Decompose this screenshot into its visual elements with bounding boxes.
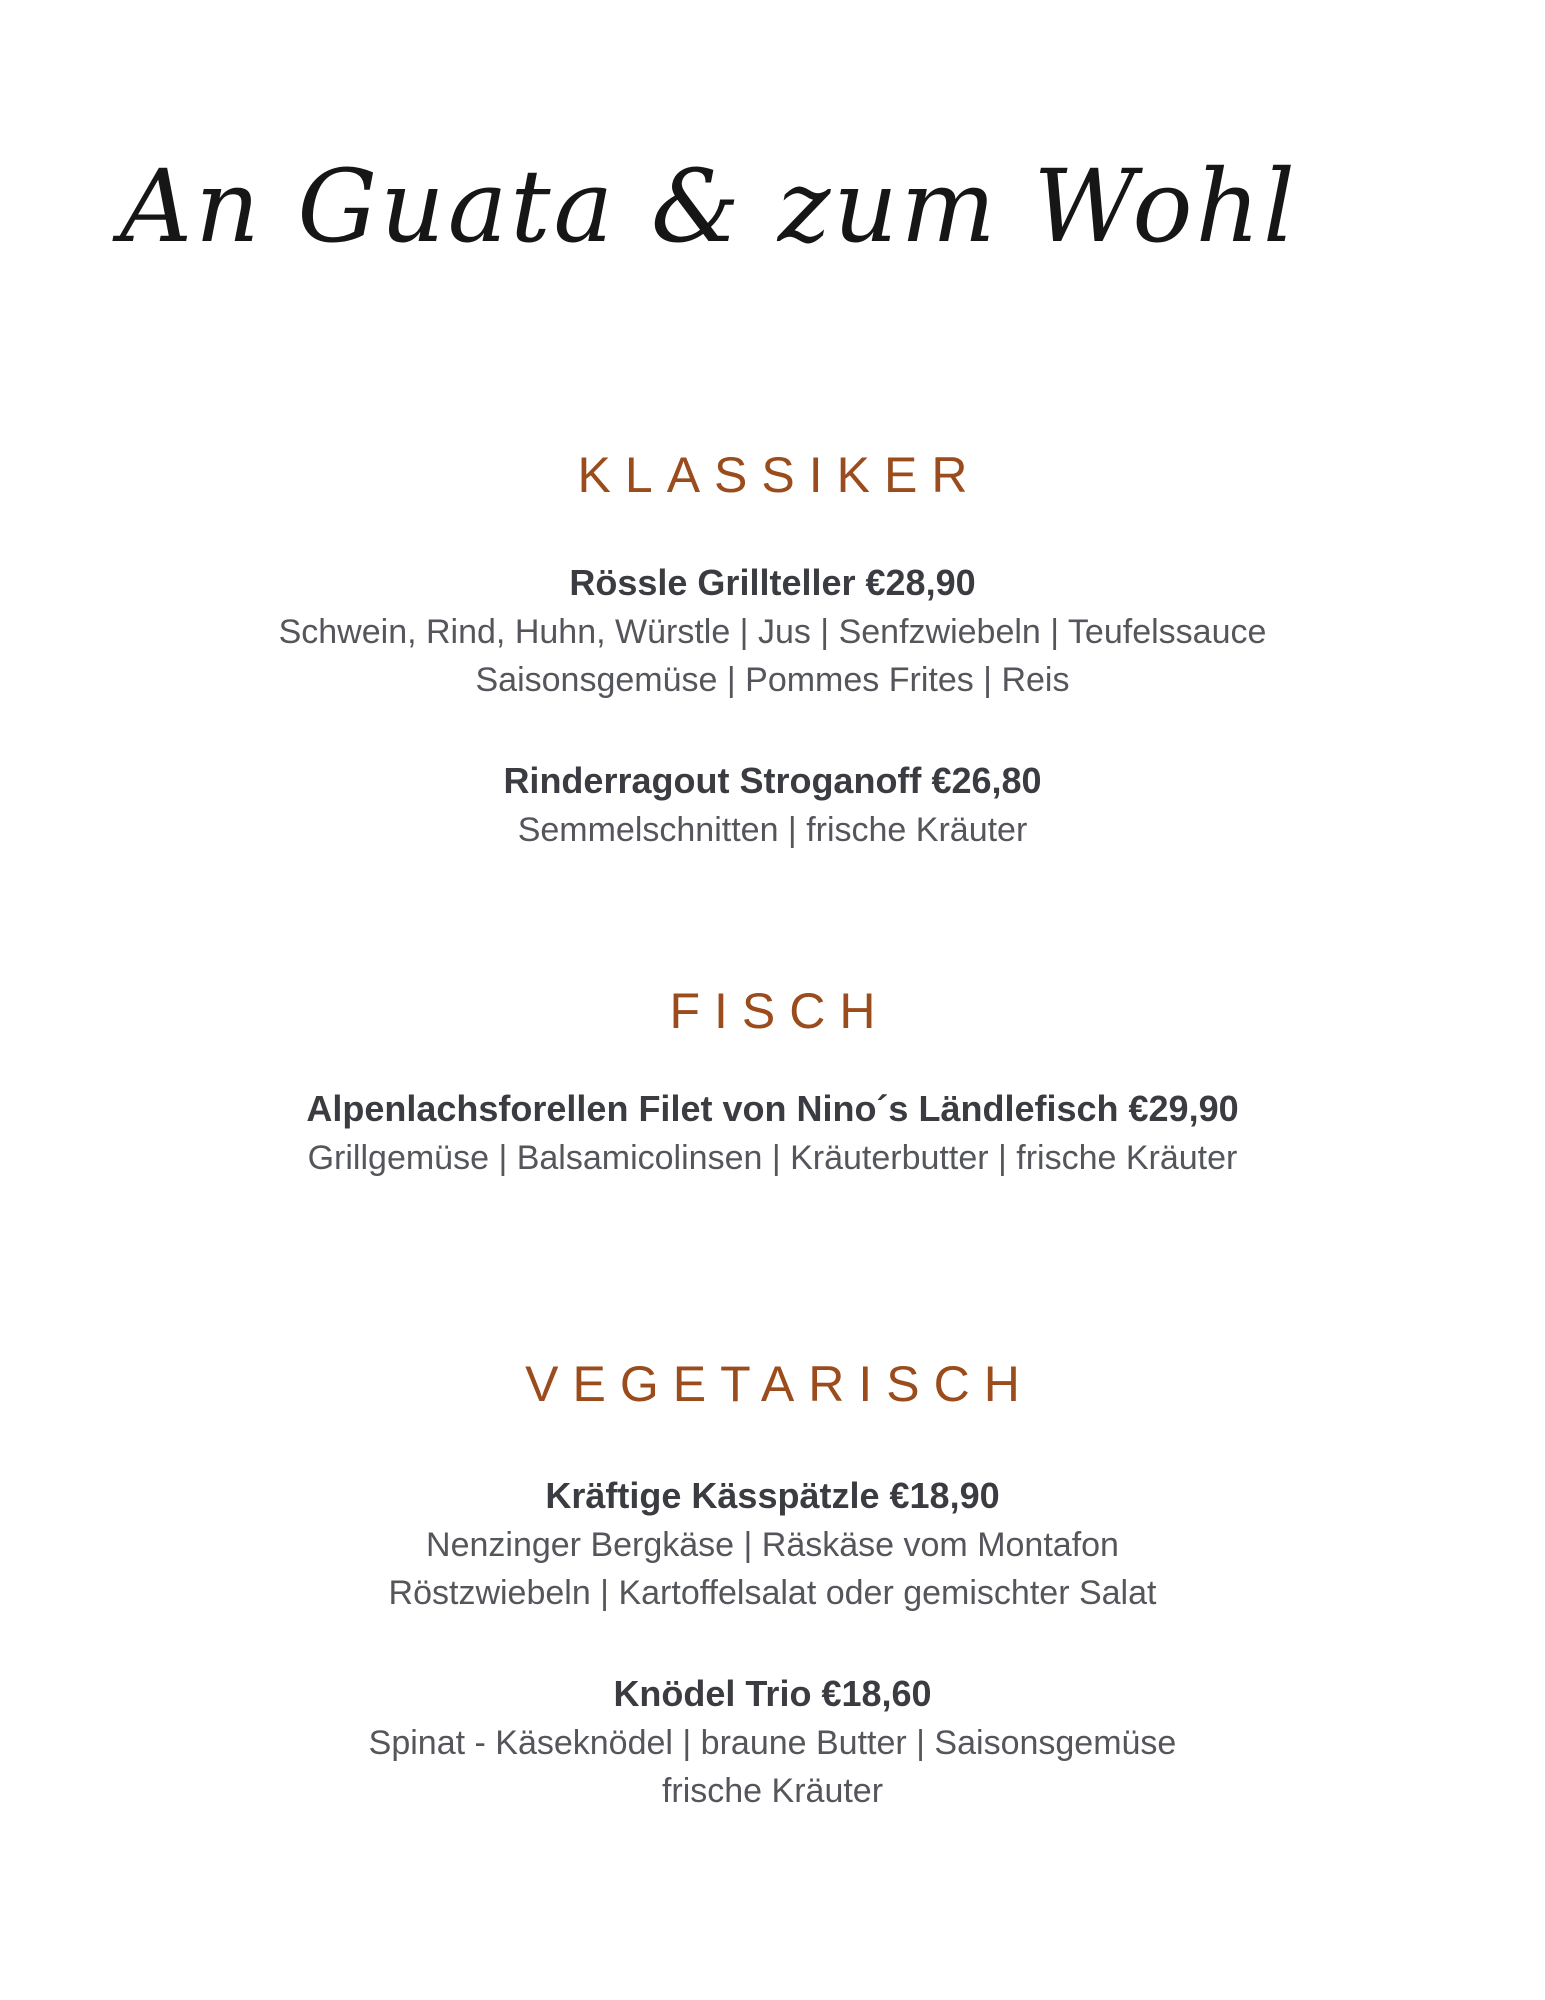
item-description-line: Semmelschnitten | frische Kräuter — [517, 811, 1028, 849]
item-price: €18,60 — [821, 1673, 932, 1714]
menu-item-roessle-grillteller — [0, 561, 1545, 704]
menu-item-kraeftige-kaesspaetzle — [0, 1474, 1545, 1617]
item-description-line: Schwein, Rind, Huhn, Würstle | Jus | Senfzwiebeln | Teufelssauce — [278, 613, 1267, 651]
item-description-line: Saisonsgemüse | Pommes Frites | Reis — [475, 661, 1070, 699]
item-description-line: Spinat - Käseknödel | braune Butter | Saisonsgemüse — [368, 1724, 1177, 1762]
item-title-line — [0, 1672, 1545, 1715]
item-description — [0, 1134, 1545, 1182]
section-vegetarisch — [0, 1357, 1545, 1815]
section-heading-fisch: FISCH — [669, 983, 890, 1039]
item-description-line: Röstzwiebeln | Kartoffelsalat oder gemischter Salat — [388, 1574, 1157, 1612]
section-heading-vegetarisch: VEGETARISCH — [525, 1356, 1034, 1412]
item-description — [0, 1521, 1545, 1617]
item-title-line — [0, 759, 1545, 802]
item-name: Rinderragout Stroganoff — [503, 760, 922, 801]
item-title-line — [0, 1474, 1545, 1517]
item-description — [0, 1719, 1545, 1815]
section-klassiker — [0, 448, 1545, 854]
section-heading-klassiker: KLASSIKER — [577, 447, 982, 503]
menu-script-title: An Guata & zum Wohl — [120, 148, 1298, 265]
menu-item-knoedel-trio — [0, 1672, 1545, 1815]
item-description-line: frische Kräuter — [661, 1772, 884, 1810]
item-description — [0, 608, 1545, 704]
item-price: €29,90 — [1128, 1088, 1239, 1129]
item-price: €28,90 — [865, 562, 976, 603]
item-name: Knödel Trio — [613, 1673, 812, 1714]
item-name: Alpenlachsforellen Filet von Nino´s Ländlefisch — [306, 1088, 1119, 1129]
menu-item-rinderragout-stroganoff — [0, 759, 1545, 854]
item-description — [0, 806, 1545, 854]
item-title-line — [0, 1087, 1545, 1130]
item-description-line: Grillgemüse | Balsamicolinsen | Kräuterbutter | frische Kräuter — [307, 1139, 1238, 1177]
section-fisch — [0, 984, 1545, 1182]
item-description-line: Nenzinger Bergkäse | Räskäse vom Montafon — [426, 1526, 1119, 1564]
item-price: €18,90 — [889, 1475, 1000, 1516]
menu-item-alpenlachsforellen-filet — [0, 1087, 1545, 1182]
item-price: €26,80 — [931, 760, 1042, 801]
item-name: Rössle Grillteller — [569, 562, 856, 603]
item-title-line — [0, 561, 1545, 604]
item-name: Kräftige Kässpätzle — [545, 1475, 880, 1516]
